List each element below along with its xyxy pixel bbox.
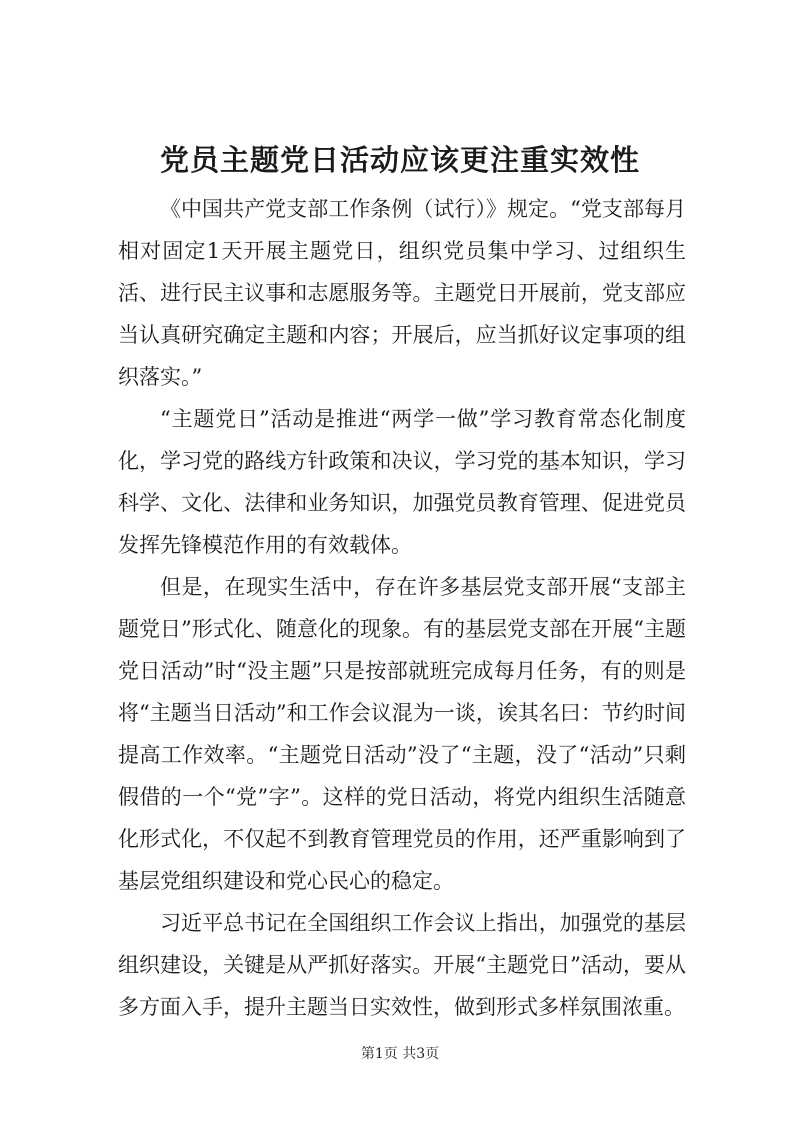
- paragraph-2: “主题党日”活动是推进“两学一做”学习教育常态化制度化，学习党的路线方针政策和决议，学习党的基本知识，学习科学、文化、法律和业务知识，加强党员教育管理、促进党员发挥先锋模范作用的有效载体。: [118, 407, 686, 557]
- document-title: 党员主题党日活动应该更注重实效性: [159, 143, 640, 177]
- document-body: [118, 188, 686, 1028]
- paragraph-1: 《中国共产党支部工作条例（试行）》规定。“党支部每月相对固定1天开展主题党日，组织党员集中学习、过组织生活、进行民主议事和志愿服务等。主题党日开展前，党支部应当认真研究确定主题和内容；开展后，应当抓好议定事项的组织落实。”: [118, 197, 686, 389]
- paragraph-4: 习近平总书记在全国组织工作会议上指出，加强党的基层组织建设，关键是从严抓好落实。开展“主题党日”活动，要从多方面入手，提升主题当日实效性，做到形式多样氛围浓重。: [118, 911, 686, 1019]
- page-number: 第1页 共3页: [360, 1046, 440, 1062]
- paragraph-3: 但是，在现实生活中，存在许多基层党支部开展“支部主题党日”形式化、随意化的现象。有的基层党支部在开展“主题党日活动”时“没主题”只是按部就班完成每月任务，有的则是将“主题当日活动”和工作会议混为一谈，诶其名曰：节约时间提高工作效率。“主题党日活动”没了“主题，没了“活动”只剩假借的一个“党”字”。这样的党日活动，将党内组织生活随意化形式化，不仅起不到教育管理党员的作用，还严重影响到了基层党组织建设和党心民心的稳定。: [118, 575, 686, 893]
